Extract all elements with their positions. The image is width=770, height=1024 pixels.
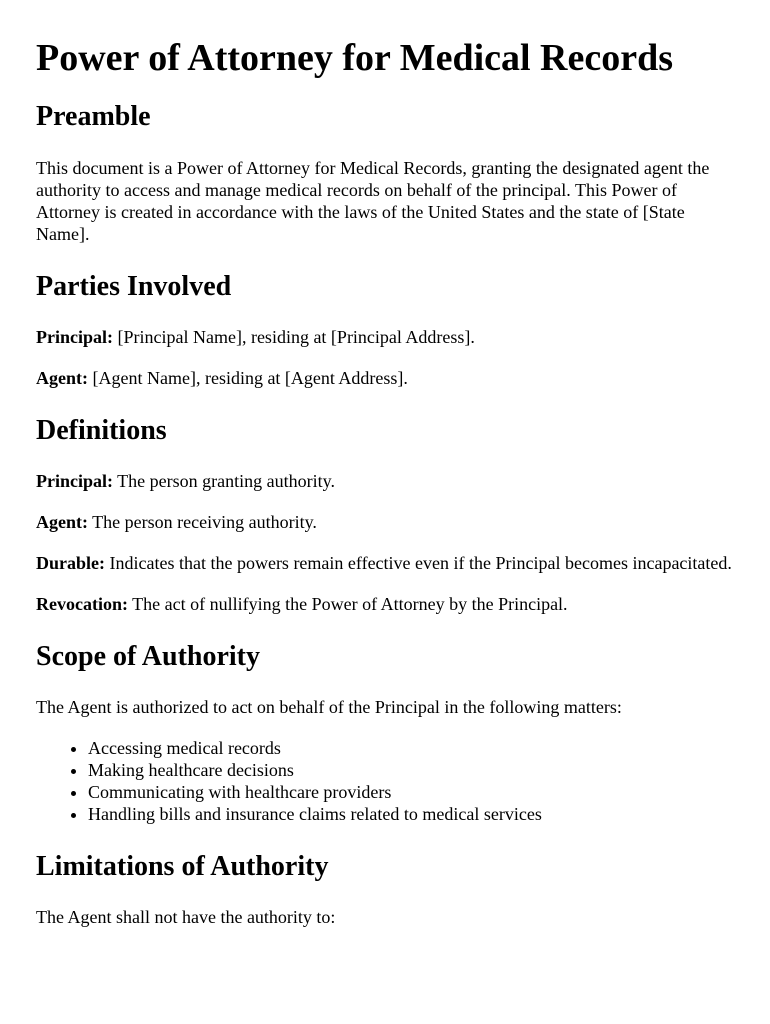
definition-term: Agent: xyxy=(36,512,88,532)
definition-term: Principal: xyxy=(36,471,113,491)
definition-text: Indicates that the powers remain effective even if the Principal becomes incapacitated. xyxy=(105,553,732,573)
scope-list xyxy=(36,737,734,825)
list-item: • Handling bills and insurance claims related to medical services xyxy=(88,803,734,825)
definition-item xyxy=(36,552,734,574)
definition-term: Revocation: xyxy=(36,594,128,614)
definition-text: The act of nullifying the Power of Attorney by the Principal. xyxy=(127,594,568,614)
scope-intro: The Agent is authorized to act on behalf of the Principal in the following matters: xyxy=(36,697,622,717)
party-agent-label: Agent: xyxy=(36,368,88,388)
section-heading-limitations: Limitations of Authority xyxy=(36,851,329,882)
party-principal-text: [Principal Name], residing at [Principal Address]. xyxy=(113,327,475,347)
party-principal-label: Principal: xyxy=(36,327,113,347)
definition-term: Durable: xyxy=(36,553,105,573)
list-item: • Accessing medical records xyxy=(88,737,734,759)
definition-item xyxy=(36,593,734,615)
definition-text: The person receiving authority. xyxy=(88,512,317,532)
definition-item xyxy=(36,511,734,533)
limitations-intro: The Agent shall not have the authority to: xyxy=(36,907,336,927)
definition-text: The person granting authority. xyxy=(113,471,335,491)
list-item: • Making healthcare decisions xyxy=(88,759,734,781)
party-principal xyxy=(36,326,734,348)
section-heading-definitions: Definitions xyxy=(36,415,167,446)
section-heading-parties: Parties Involved xyxy=(36,271,232,302)
party-agent xyxy=(36,367,734,389)
definition-item xyxy=(36,470,734,492)
section-heading-preamble: Preamble xyxy=(36,101,151,132)
preamble-paragraph: This document is a Power of Attorney for Medical Records, granting the designated agent the authority to access and manage medical records on behalf of the principal. This Power of Attorney is created in accordance with the laws of the United States and the state of [State Name]. xyxy=(36,158,710,244)
section-heading-scope: Scope of Authority xyxy=(36,641,260,672)
list-item: • Communicating with healthcare providers xyxy=(88,781,734,803)
party-agent-text: [Agent Name], residing at [Agent Address]. xyxy=(88,368,408,388)
document-title: Power of Attorney for Medical Records xyxy=(36,37,674,79)
